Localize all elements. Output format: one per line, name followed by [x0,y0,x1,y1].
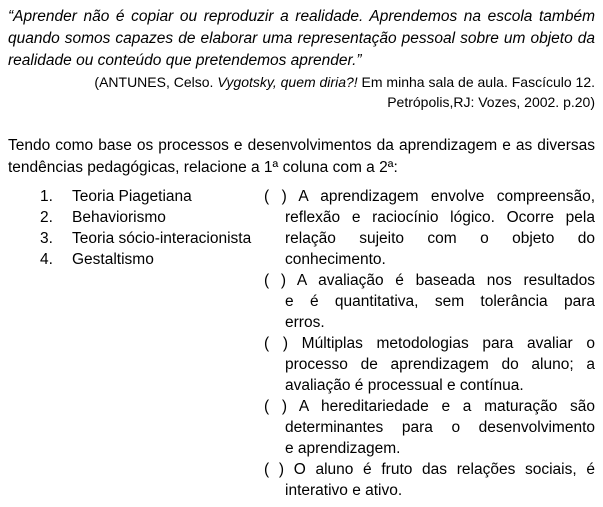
item-label: Gestaltismo [72,251,154,268]
citation-line [8,72,595,92]
match-item-line: e aprendizagem. [285,440,401,457]
quote-line: “Aprender não é copiar ou reproduzir a realidade. Aprendemos na escola também [8,8,595,25]
citation-line: Petrópolis,RJ: Vozes, 2002. p.20) [387,94,595,110]
match-item-line: interativo e ativo. [285,482,403,499]
theories-column [8,186,264,501]
match-item-line: determinantes para o desenvolvimento [285,419,595,436]
match-item-line: processo de aprendizagem do aluno; a [285,356,595,373]
citation-detail: Em minha sala de aula. Fascículo 12. [357,74,595,90]
match-item [264,270,595,333]
item-number: 4. [40,251,53,268]
match-item-line: erros. [285,314,325,331]
match-item-text: A hereditariedade e a maturação são [298,398,596,415]
list-item [40,249,264,270]
match-item-line: e é quantitativa, sem tolerância para [285,293,595,310]
match-item-line: relação sujeito com o objeto do [285,230,595,247]
item-label: Teoria Piagetiana [72,188,192,205]
match-item-text: A aprendizagem envolve compreensão, [298,188,595,205]
match-item-text: A avaliação é baseada nos resultados [296,272,595,289]
answer-blank: ( ) [264,272,287,289]
match-item-text: O aluno é fruto das relações sociais, é [293,461,595,478]
match-item-line [264,270,595,291]
instruction-line: Tendo como base os processos e desenvolvimentos da aprendizagem e as diversas [8,137,595,154]
item-number: 2. [40,209,53,226]
list-item [40,228,264,249]
item-label: Behaviorismo [72,209,166,226]
answer-blank: ( ) [264,461,285,478]
list-item [40,186,264,207]
instruction-paragraph [8,135,595,179]
match-item-line [264,186,595,207]
match-item-line: avaliação é processual e contínua. [285,377,524,394]
match-item [264,333,595,396]
match-item-text: Múltiplas metodologias para avaliar o [301,335,595,352]
answer-blank: ( ) [264,188,287,205]
citation [8,72,595,112]
match-item-line [264,396,595,417]
quote-paragraph [8,6,595,72]
matching-exercise [8,186,595,501]
item-label: Teoria sócio-interacionista [72,230,252,247]
match-item-line [264,333,595,354]
instruction-line: tendências pedagógicas, relacione a 1ª coluna com a 2ª: [8,159,398,176]
match-item [264,186,595,270]
citation-work-title: Vygotsky, quem diria?! [217,74,358,90]
descriptions-column [264,186,595,501]
answer-blank: ( ) [264,398,288,415]
answer-blank: ( ) [264,335,288,352]
quote-line: realidade ou conteúdo que pretendemos aprender.” [8,52,362,69]
citation-author: (ANTUNES, Celso. [94,74,218,90]
list-item [40,207,264,228]
match-item-line [264,459,595,480]
match-item-line: reflexão e raciocínio lógico. Ocorre pela [285,209,595,226]
quote-line: quando somos capazes de elaborar uma representação pessoal sobre um objeto da [8,30,595,47]
match-item [264,396,595,459]
match-item [264,459,595,501]
item-number: 3. [40,230,53,247]
match-item-line: conhecimento. [285,251,386,268]
item-number: 1. [40,188,53,205]
